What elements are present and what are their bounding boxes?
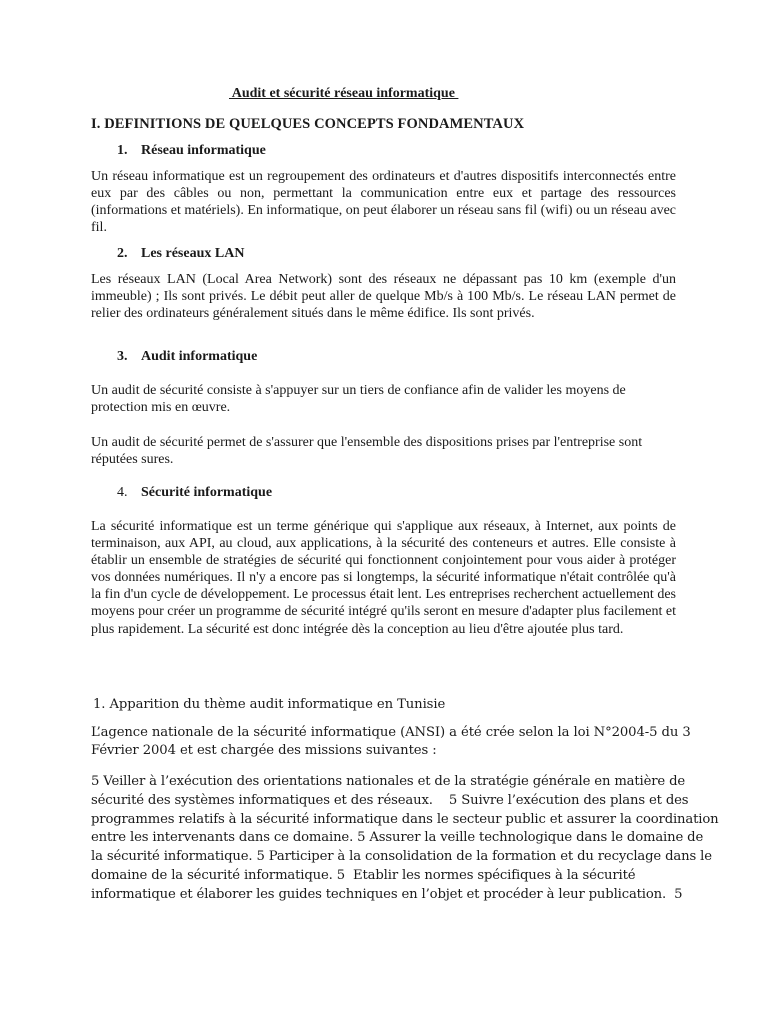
subheading-text: Audit informatique xyxy=(141,349,258,364)
subheading-reseau-informatique xyxy=(117,143,266,159)
paragraph-audit-1: Un audit de sécurité consiste à s'appuyer sur un tiers de confiance afin de valider les moyens de protection mis en œuvre. xyxy=(91,383,626,416)
part2-intro: L’agence nationale de la sécurité informatique (ANSI) a été crée selon la loi N°2004-5 du 3 Février 2004 et est chargée des missions suivantes : xyxy=(91,725,691,759)
subheading-text: Les réseaux LAN xyxy=(141,246,245,261)
missions-line: domaine de la sécurité informatique. 5 Etablir les normes spécifiques à la sécurité xyxy=(91,867,636,883)
document-title: Audit et sécurité réseau informatique xyxy=(229,86,459,101)
missions-line: sécurité des systèmes informatiques et des réseaux. 5 Suivre l’exécution des plans et des xyxy=(91,792,689,808)
subheading-number: 2. xyxy=(117,246,128,261)
missions-line: informatique et élaborer les guides techniques en l’objet et procéder à leur publication. 5 xyxy=(91,886,683,902)
missions-line: programmes relatifs à la sécurité informatique dans le secteur public et assurer la coordination xyxy=(91,811,719,827)
paragraph-audit-2: Un audit de sécurité permet de s'assurer que l'ensemble des dispositions prises par l'entreprise sont réputées sures. xyxy=(91,435,643,468)
missions-line: 5 Veiller à l’exécution des orientations nationales et de la stratégie générale en matière de xyxy=(91,774,686,789)
paragraph-securite-informatique: La sécurité informatique est un terme générique qui s'applique aux réseaux, à Internet, aux points de terminaison, aux API, au cloud, aux applications, à la sécurité des conteneurs et autres. Elle consiste à établir un ensemble de stratégies de sécurité qui fonctionnent conjointement pour vous aider à protéger vos données numériques. Il n'y a encore pas si longtemps, la sécurité informatique n'était contrôlée qu'à la fin d'un cycle de développement. Le processus était lent. Les entreprises recherchent actuellement des moyens pour créer un programme de sécurité intégré qu'ils seront en mesure d'adapter plus facilement et plus rapidement. La sécurité est donc intégrée dès la conception au lieu d'être ajoutée plus tard. xyxy=(91,519,676,637)
subheading-text: Sécurité informatique xyxy=(141,485,273,500)
subheading-audit-informatique xyxy=(117,349,257,365)
missions-line: la sécurité informatique. 5 Participer à la consolidation de la formation et du recyclage dans le xyxy=(91,849,712,865)
subheading-number: 4. xyxy=(117,485,128,500)
subheading-number: 1. xyxy=(117,143,128,158)
missions-line: entre les intervenants dans ce domaine. 5 Assurer la veille technologique dans le domaine de xyxy=(91,830,704,846)
subheading-text: Réseau informatique xyxy=(141,143,266,158)
subheading-number: 3. xyxy=(117,349,128,364)
paragraph-reseaux-lan: Les réseaux LAN (Local Area Network) sont des réseaux ne dépassant pas 10 km (exemple d'un immeuble) ; Ils sont privés. Le débit peut aller de quelque Mb/s à 100 Mb/s. Le réseau LAN permet de relier des ordinateurs généralement situés dans le même édifice. Ils sont privés. xyxy=(91,272,676,322)
section-heading: I. DEFINITIONS DE QUELQUES CONCEPTS FONDAMENTAUX xyxy=(91,116,525,132)
subheading-securite-informatique xyxy=(117,485,272,501)
part2-heading: 1. Apparition du thème audit informatique en Tunisie xyxy=(93,697,446,712)
paragraph-reseau-informatique: Un réseau informatique est un regroupement des ordinateurs et d'autres dispositifs interconnectés entre eux par des câbles ou non, permettant la communication entre eux et partage des ressources (informations et matériels). En informatique, on peut élaborer un réseau sans fil (wifi) ou un réseau avec fil. xyxy=(91,169,676,236)
missions-list xyxy=(91,773,719,905)
subheading-reseaux-lan xyxy=(117,246,244,262)
